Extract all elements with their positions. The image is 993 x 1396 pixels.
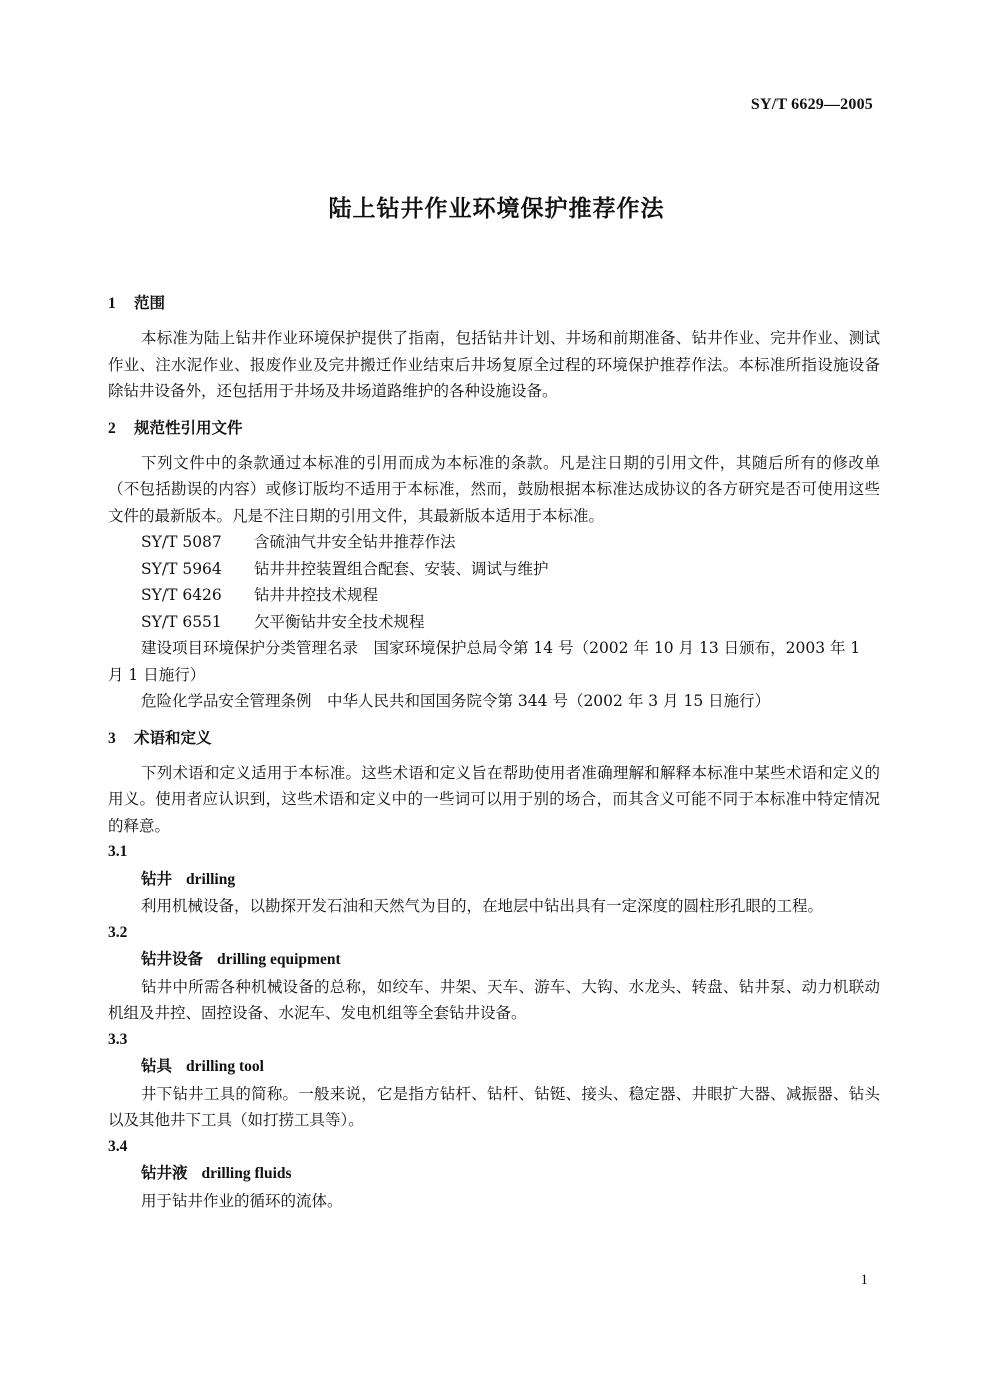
term-entry [108,1134,880,1215]
term-number: 3.3 [108,1030,128,1048]
section-normative-references [108,415,880,715]
reference-title: 钻井井控装置组合配套、安装、调试与维护 [254,559,549,578]
reference-code: SY/T 6426 [141,586,222,604]
term-zh: 钻井设备 [141,950,204,968]
term-en: drilling tool [186,1058,264,1075]
reference-item [108,556,880,583]
term-zh: 钻具 [141,1057,173,1075]
term-number: 3.4 [108,1137,128,1155]
section-terms-definitions [108,725,880,1215]
reference-code: SY/T 6551 [141,612,222,631]
term-en: drilling equipment [217,951,341,968]
section-title: 术语和定义 [134,728,212,747]
section-paragraph: 下列文件中的条款通过本标准的引用而成为本标准的条款。凡是注日期的引用文件，其随后所有的修改单（不包括勘误的内容）或修订版均不适用于本标准，然而，鼓励根据本标准达成协议的各方研究是否可使用这些文件的最新版本。凡是不注日期的引用文件，其最新版本适用于本标准。 [108,453,880,525]
reference-item: 危险化学品安全管理条例 中华人民共和国国务院令第 344 号（2002 年 3 月 15 日施行） [141,692,771,710]
standard-code: SY/T 6629—2005 [750,96,873,113]
reference-title: 欠平衡钻井安全技术规程 [254,612,425,631]
term-en: drilling fluids [201,1165,292,1182]
term-definition: 利用机械设备，以勘探开发石油和天然气为目的，在地层中钻出具有一定深度的圆柱形孔眼的工程。 [141,897,824,915]
section-number: 3 [108,729,116,747]
page-number: 1 [860,1272,868,1288]
term-name [108,946,880,974]
section-heading [108,290,880,317]
reference-code: SY/T 5964 [141,559,222,578]
term-number: 3.1 [108,843,128,860]
term-definition: 井下钻井工具的简称。一般来说，它是指方钻杆、钻杆、钻铤、接头、稳定器、井眼扩大器、减振器、钻头以及其他井下工具（如打捞工具等）。 [108,1084,880,1129]
section-title: 规范性引用文件 [134,418,243,437]
term-en: drilling [186,870,236,888]
term-name [108,866,880,894]
section-heading [108,725,880,752]
section-number: 2 [108,419,116,437]
term-zh: 钻井液 [141,1164,188,1182]
term-definition: 用于钻井作业的循环的流体。 [141,1191,343,1210]
term-entry [108,839,880,920]
reference-title: 含硫油气井安全钻井推荐作法 [254,533,456,551]
term-number: 3.2 [108,923,128,941]
section-title: 范围 [134,294,166,312]
reference-item [108,529,880,556]
section-heading [108,415,880,442]
section-paragraph: 本标准为陆上钻井作业环境保护提供了指南，包括钻井计划、井场和前期准备、钻井作业、完井作业、测试作业、注水泥作业、报废作业及完井搬迁作业结束后井场复原全过程的环境保护推荐作法。本标准所指设施设备除钻井设备外，还包括用于井场及井场道路维护的各种设施设备。 [108,329,880,400]
section-paragraph: 下列术语和定义适用于本标准。这些术语和定义旨在帮助使用者准确理解和解释本标准中某些术语和定义的用义。使用者应认识到，这些术语和定义中的一些词可以用于别的场合，而其含义可能不同于本标准中特定情况的释意。 [108,763,880,835]
term-name [108,1053,880,1081]
term-entry [108,1027,880,1134]
reference-item: 建设项目环境保护分类管理名录 国家环境保护总局令第 14 号（2002 年 10 月 13 日颁布，2003 年 1 月 1 日施行） [108,639,861,684]
term-name [108,1160,880,1188]
term-entry [108,920,880,1027]
term-zh: 钻井 [141,869,173,888]
reference-code: SY/T 5087 [141,533,222,551]
section-scope [108,290,880,405]
reference-item [108,582,880,609]
document-title: 陆上钻井作业环境保护推荐作法 [328,196,665,222]
document-body [108,290,880,1224]
term-definition: 钻井中所需各种机械设备的总称，如绞车、井架、天车、游车、大钩、水龙头、转盘、钻井泵、动力机联动机组及井控、固控设备、水泥车、发电机组等全套钻井设备。 [108,977,880,1022]
section-number: 1 [108,295,116,312]
reference-title: 钻井井控技术规程 [254,586,379,604]
reference-item [108,609,880,636]
